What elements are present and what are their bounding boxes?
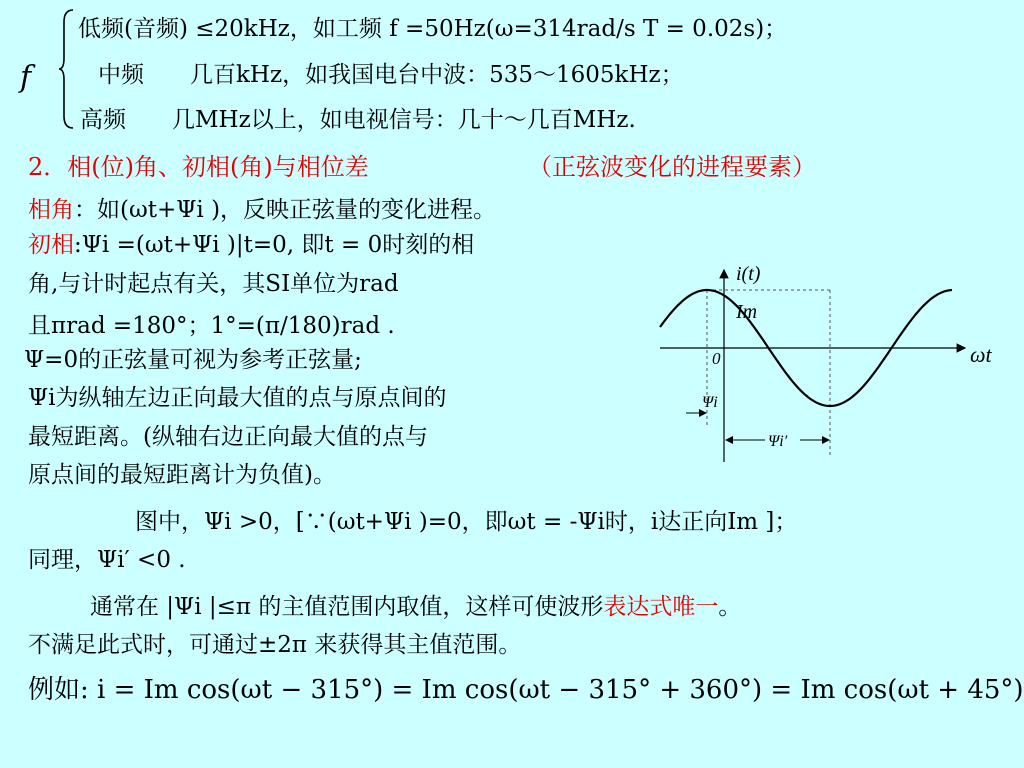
y-axis-label: i(t) — [736, 263, 761, 285]
freq-mid: 中频 几百kHz，如我国电台中波：535～1605kHz； — [98, 62, 684, 88]
initial-phase-line2: 角,与计时起点有关，其SI单位为rad — [28, 271, 399, 297]
principal-line2: 不满足此式时，可通过±2π 来获得其主值范围。 — [28, 632, 522, 658]
example-line2: 同理，Ψi′ <0 . — [28, 547, 186, 573]
psi-label: Ψi — [702, 394, 718, 411]
freq-low: 低频(音频) ≤20kHz，如工频 f =50Hz(ω=314rad/s T = 0.02s)； — [78, 16, 788, 42]
definition-line1: Ψi为纵轴左边正向最大值的点与原点间的 — [28, 385, 447, 411]
phase-angle-text: ：如(ωt+Ψi )，反映正弦量的变化进程。 — [74, 197, 497, 223]
initial-phase-text1: :Ψi =(ωt+Ψi )|t=0, 即t = 0时刻的相 — [74, 232, 475, 258]
example-line1: 图中，Ψi >0，[∵(ωt+Ψi )=0，即ωt = -Ψi时，i达正向Im ]； — [135, 509, 798, 535]
left-brace — [58, 8, 74, 130]
zero-phase-line: Ψ=0的正弦量可视为参考正弦量; — [24, 347, 362, 373]
principal-highlight: 表达式唯一 — [603, 594, 719, 620]
sine-wave-graph — [630, 250, 1010, 465]
initial-phase-line3: 且πrad =180°；1°=(π/180)rad . — [28, 313, 395, 339]
definition-line3: 原点间的最短距离计为负值)。 — [28, 462, 336, 488]
principal-end: 。 — [718, 594, 742, 620]
section-heading: 2．相(位)角、初相(角)与相位差 — [28, 153, 369, 181]
amplitude-label: Im — [736, 301, 758, 323]
origin-label: 0 — [712, 349, 721, 368]
example-formula: 例如: i = Im cos(ωt − 315°) = Im cos(ωt − 315° + 360°) = Im cos(ωt + 45°) — [28, 675, 1024, 705]
principal-text: 通常在 |Ψi |≤π 的主值范围内取值，这样可使波形 — [90, 594, 604, 620]
section-note: （正弦波变化的进程要素） — [528, 153, 816, 181]
principal-line1 — [90, 592, 741, 622]
definition-line2: 最短距离。(纵轴右边正向最大值的点与 — [28, 424, 428, 450]
phase-angle-label: 相角 — [28, 197, 74, 223]
initial-phase-line1 — [28, 230, 474, 260]
freq-high: 高频 几MHz以上，如电视信号：几十～几百MHz. — [80, 107, 636, 133]
x-axis-label: ωt — [970, 342, 992, 367]
phase-angle-line — [28, 195, 496, 225]
f-symbol: f — [20, 60, 32, 95]
psi-prime-label: Ψi′ — [768, 433, 788, 450]
initial-phase-label: 初相 — [28, 232, 74, 258]
